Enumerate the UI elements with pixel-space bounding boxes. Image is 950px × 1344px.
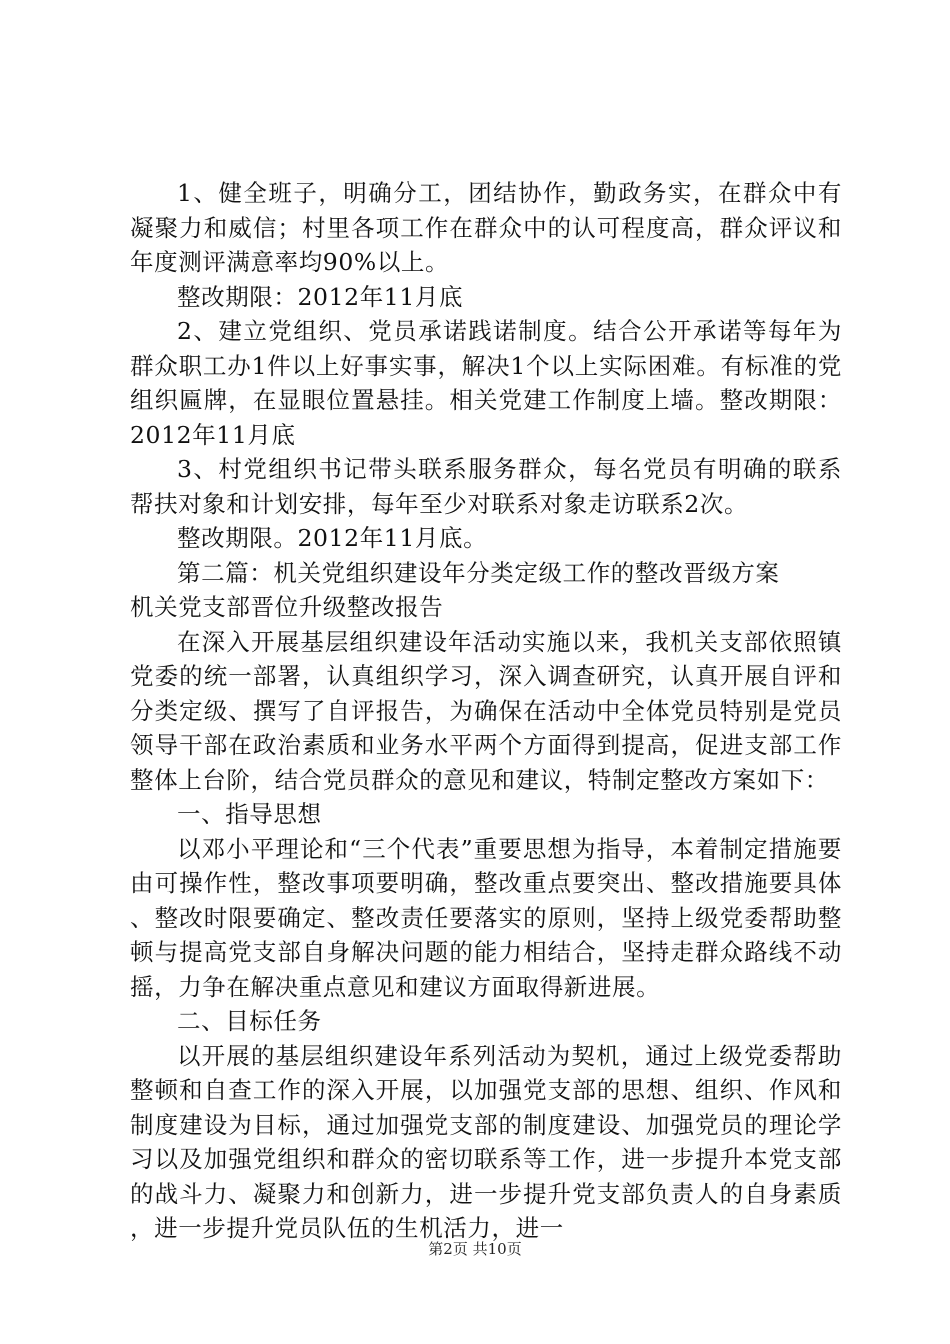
section-heading-part-two: 第二篇：机关党组织建设年分类定级工作的整改晋级方案 [177, 558, 780, 587]
page-number-footer: 第2页 共10页 [428, 1240, 522, 1258]
paragraph-intro: 在深入开展基层组织建设年活动实施以来，我机关支部依照镇党委的统一部署，认真组织学习，深入调查研究，认真开展自评和分类定级、撰写了自评报告，为确保在活动中全体党员特别是党员领导干部在政治素质和业务水平两个方面得到提高，促进支部工作整体上台阶，结合党员群众的意见和建议，特制定整改方案如下： [130, 627, 842, 794]
document-body [130, 176, 842, 1246]
paragraph-goals-tasks: 以开展的基层组织建设年系列活动为契机，通过上级党委帮助整顿和自查工作的深入开展，以加强党支部的思想、组织、作风和制度建设为目标，通过加强党支部的制度建设、加强党员的理论学习以及加强党组织和群众的密切联系等工作，进一步提升本党支部的战斗力、凝聚力和创新力，进一步提升党支部负责人的自身素质，进一步提升党员队伍的生机活力，进一 [130, 1041, 842, 1242]
paragraph-deadline-1: 整改期限：2012年11月底 [177, 282, 464, 311]
paragraph-deadline-3: 整改期限。2012年11月底。 [177, 524, 488, 552]
heading-guiding-ideology: 一、指导思想 [177, 800, 322, 828]
paragraph-item-2: 2、建立党组织、党员承诺践诺制度。结合公开承诺等每年为群众职工办1件以上好事实事，解决1个以上实际困难。有标准的党组织匾牌，在显眼位置悬挂。相关党建工作制度上墙。整改期限：2012年11月底 [130, 317, 842, 449]
report-title: 机关党支部晋位升级整改报告 [130, 593, 444, 621]
paragraph-item-3: 3、村党组织书记带头联系服务群众，每名党员有明确的联系帮扶对象和计划安排，每年至少对联系对象走访联系2次。 [130, 455, 842, 518]
heading-goals-tasks: 二、目标任务 [177, 1007, 322, 1035]
paragraph-item-1: 1、健全班子，明确分工，团结协作，勤政务实，在群众中有凝聚力和威信；村里各项工作在群众中的认可程度高，群众评议和年度测评满意率均90%以上。 [130, 179, 842, 276]
paragraph-guiding-ideology: 以邓小平理论和“三个代表”重要思想为指导，本着制定措施要由可操作性，整改事项要明确，整改重点要突出、整改措施要具体、整改时限要确定、整改责任要落实的原则，坚持上级党委帮助整顿与提高党支部自身解决问题的能力相结合，坚持走群众路线不动摇，力争在解决重点意见和建议方面取得新进展。 [130, 834, 842, 1001]
